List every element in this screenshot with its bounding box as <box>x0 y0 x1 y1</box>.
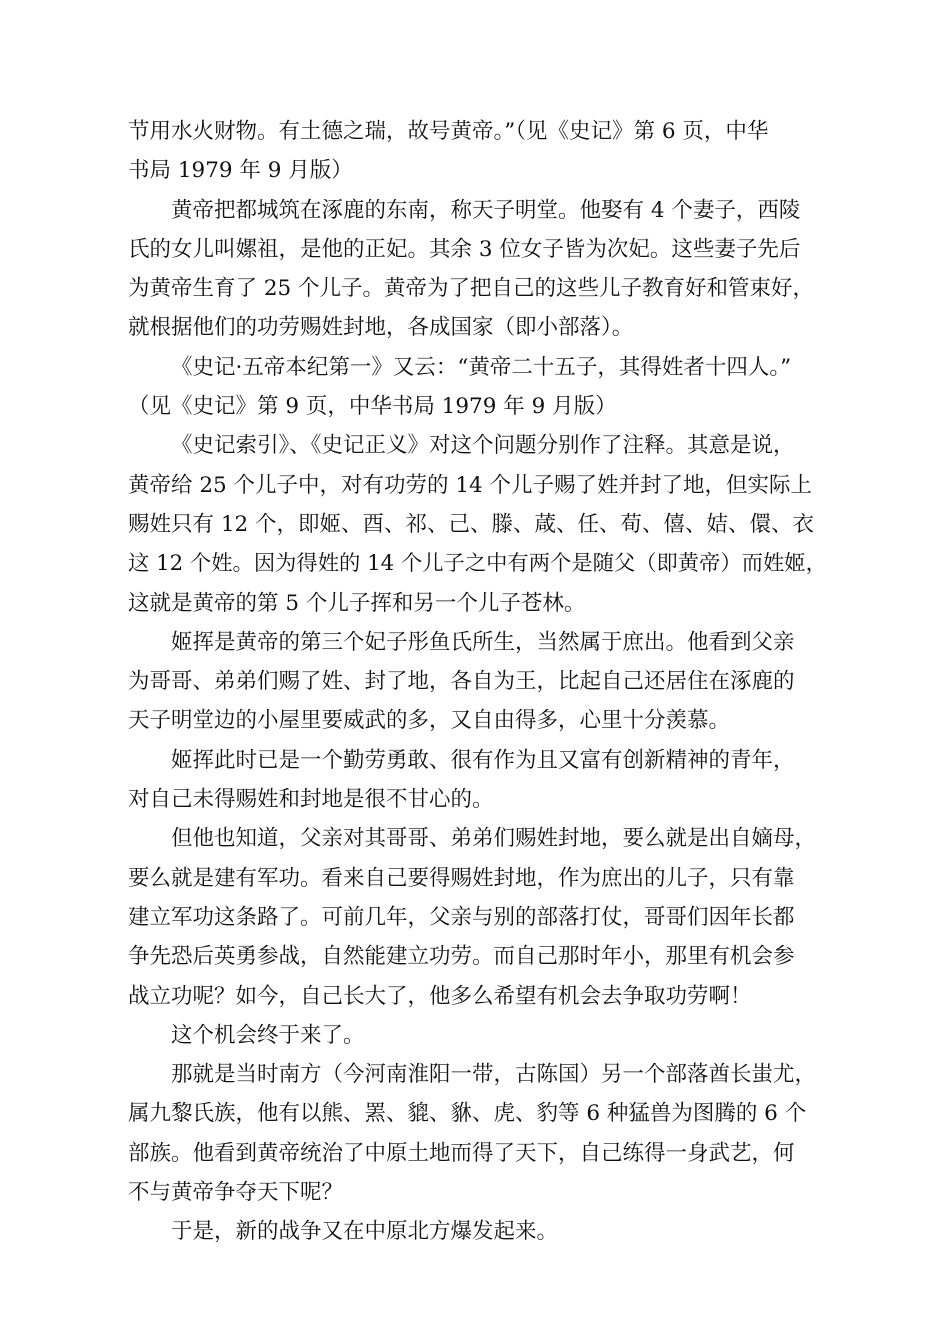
body-text <box>128 112 828 1252</box>
text-line: 属九黎氏族，他有以熊、罴、貔、貅、虎、豹等 6 种猛兽为图腾的 6 个 <box>128 1101 807 1127</box>
paragraph <box>128 1212 828 1251</box>
text-line: 这就是黄帝的第 5 个儿子挥和另一个儿子苍林。 <box>128 590 586 616</box>
text-line: 书局 1979 年 9 月版） <box>128 158 353 184</box>
paragraph <box>128 112 828 191</box>
paragraph <box>128 623 828 741</box>
text-line: 部族。他看到黄帝统治了中原土地而得了天下，自己练得一身武艺，何 <box>128 1140 795 1166</box>
paragraph <box>128 741 828 820</box>
paragraph <box>128 1055 828 1212</box>
text-line: 对自己未得赐姓和封地是很不甘心的。 <box>128 787 494 813</box>
text-line: 天子明堂边的小屋里要威武的多，又自由得多，心里十分羡慕。 <box>128 708 731 734</box>
paragraph <box>128 1016 828 1055</box>
paragraph <box>128 348 828 427</box>
text-line: 氏的女儿叫嫘祖，是他的正妃。其余 3 位女子皆为次妃。这些妻子先后 <box>128 236 801 262</box>
text-line: 那就是当时南方（今河南淮阳一带，古陈国）另一个部落酋长蚩尤， <box>171 1062 817 1088</box>
text-line: 这 12 个姓。因为得姓的 14 个儿子之中有两个是随父（即黄帝）而姓姬， <box>128 551 827 577</box>
text-line: 黄帝把都城筑在涿鹿的东南，称天子明堂。他娶有 4 个妻子，西陵 <box>171 197 801 223</box>
text-line: 节用水火财物。有土德之瑞，故号黄帝。”（见《史记》第 6 页，中华 <box>128 119 769 144</box>
text-line: 黄帝给 25 个儿子中，对有功劳的 14 个儿子赐了姓并封了地，但实际上 <box>128 472 813 498</box>
text-line: 于是，新的战争又在中原北方爆发起来。 <box>171 1219 559 1245</box>
text-line: 要么就是建有军功。看来自己要得赐姓封地，作为庶出的儿子，只有靠 <box>128 865 795 891</box>
text-line: 《史记·五帝本纪第一》又云：“黄帝二十五子，其得姓者十四人。” <box>171 354 792 380</box>
text-line: （见《史记》第 9 页，中华书局 1979 年 9 月版） <box>128 394 617 420</box>
text-line: 姬挥此时已是一个勤劳勇敢、很有作为且又富有创新精神的青年， <box>171 747 795 773</box>
text-line: 姬挥是黄帝的第三个妃子彤鱼氏所生，当然属于庶出。他看到父亲 <box>171 629 795 655</box>
paragraph <box>128 426 828 622</box>
text-line: 赐姓只有 12 个，即姬、酉、祁、己、滕、葴、任、荀、僖、姞、儇、衣 <box>128 511 815 537</box>
text-line: 建立军功这条路了。可前几年，父亲与别的部落打仗，哥哥们因年长都 <box>128 904 795 930</box>
paragraph <box>128 191 828 348</box>
text-line: 就根据他们的功劳赐姓封地，各成国家（即小部落）。 <box>128 315 634 341</box>
text-line: 争先恐后英勇参战，自然能建立功劳。而自己那时年小，那里有机会参 <box>128 944 795 970</box>
text-line: 为黄帝生育了 25 个儿子。黄帝为了把自己的这些儿子教育好和管束好， <box>128 276 815 302</box>
text-line: 战立功呢？如今，自己长大了，他多么希望有机会去争取功劳啊！ <box>128 983 752 1009</box>
text-line: 但他也知道，父亲对其哥哥、弟弟们赐姓封地，要么就是出自嫡母， <box>171 826 817 852</box>
text-line: 为哥哥、弟弟们赐了姓、封了地，各自为王，比起自己还居住在涿鹿的 <box>128 669 795 695</box>
text-line: 《史记索引》、《史记正义》对这个问题分别作了注释。其意是说， <box>171 433 795 459</box>
paragraph <box>128 819 828 1015</box>
text-line: 不与黄帝争夺天下呢？ <box>128 1180 344 1206</box>
text-line: 这个机会终于来了。 <box>171 1022 365 1048</box>
